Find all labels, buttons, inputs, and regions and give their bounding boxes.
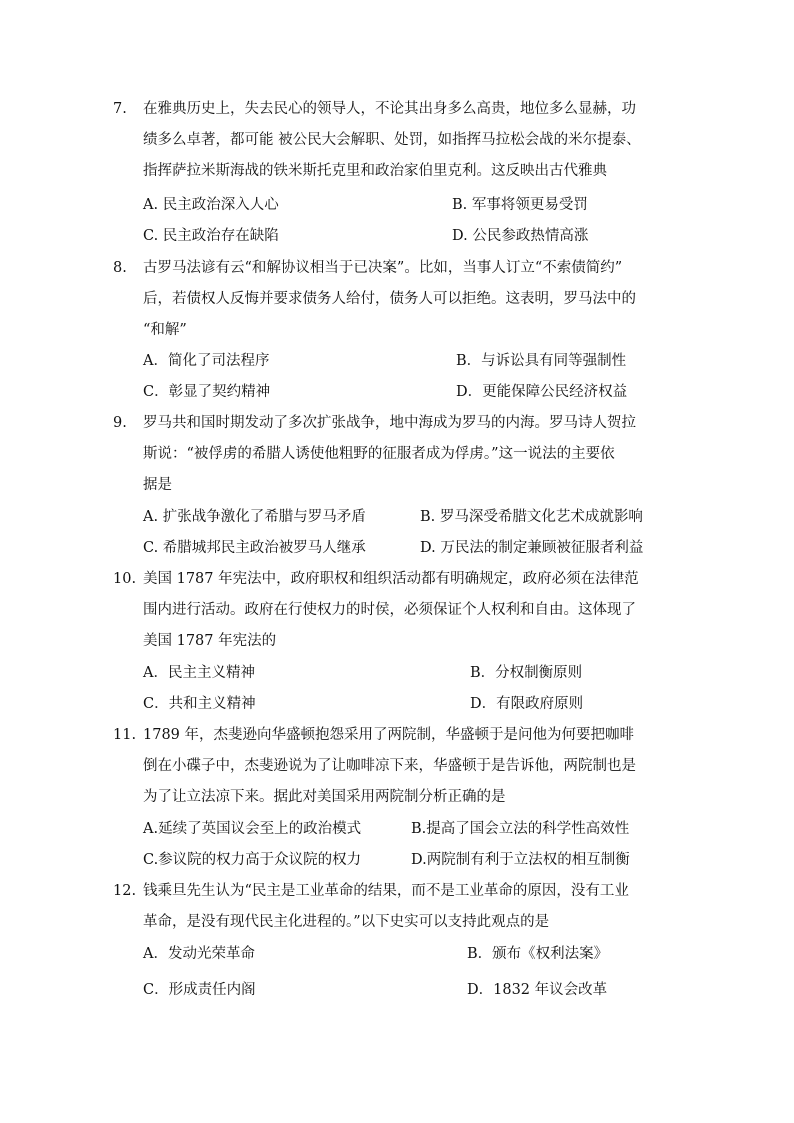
stem-line: 为了让立法凉下来。据此对美国采用两院制分析正确的是 [143, 789, 506, 805]
stem-line: 指挥萨拉米斯海战的铁米斯托克里和政治家伯里克利。这反映出古代雅典 [143, 163, 607, 179]
option-c: C.参议院的权力高于众议院的权力 [143, 852, 362, 868]
option-d: D.两院制有利于立法权的相互制衡 [411, 852, 630, 868]
stem-line: 美国 1787 年宪法中，政府职权和组织活动都有明确规定，政府必须在法律范 [143, 571, 639, 587]
option-b: B. 军事将领更易受罚 [452, 197, 588, 213]
option-d: D．1832 年议会改革 [467, 982, 608, 998]
question-number: 10. [113, 571, 137, 587]
question-number: 9. [113, 415, 127, 431]
option-b: B. 罗马深受希腊文化艺术成就影响 [420, 509, 643, 525]
question-number: 8. [113, 260, 127, 276]
question-number: 11. [113, 727, 137, 743]
option-a: A．民主主义精神 [143, 665, 255, 681]
question-stem [143, 564, 683, 657]
stem-line: 1789 年，杰斐逊向华盛顿抱怨采用了两院制，华盛顿于是问他为何要把咖啡 [143, 727, 635, 743]
stem-line: 古罗马法谚有云“和解协议相当于已决案”。比如，当事人订立“不索债简约” [143, 260, 623, 276]
stem-line: 斯说：“被俘虏的希腊人诱使他粗野的征服者成为俘虏。”这一说法的主要依 [143, 446, 615, 462]
option-a: A．发动光荣革命 [143, 946, 255, 962]
option-a: A．简化了司法程序 [143, 353, 270, 369]
question-stem [143, 408, 683, 501]
option-c: C．形成责任内阁 [143, 982, 256, 998]
question-number: 7. [113, 101, 127, 117]
option-d: D．更能保障公民经济权益 [456, 384, 628, 400]
option-c: C. 民主政治存在缺陷 [143, 228, 279, 244]
option-c: C．共和主义精神 [143, 696, 256, 712]
stem-line: 钱乘旦先生认为“民主是工业革命的结果，而不是工业革命的原因，没有工业 [143, 883, 629, 899]
option-a: A. 民主政治深入人心 [143, 197, 279, 213]
option-c: C．彰显了契约精神 [143, 384, 271, 400]
option-a: A. 扩张战争激化了希腊与罗马矛盾 [143, 509, 366, 525]
stem-line: “和解” [143, 322, 187, 338]
option-c: C. 希腊城邦民主政治被罗马人继承 [143, 540, 366, 556]
option-d: D．有限政府原则 [470, 696, 584, 712]
question-stem [143, 253, 683, 346]
stem-line: 美国 1787 年宪法的 [143, 633, 277, 649]
option-b: B．颁布《权利法案》 [467, 946, 609, 962]
stem-line: 围内进行活动。政府在行使权力的时侯，必须保证个人权利和自由。这体现了 [143, 602, 636, 618]
option-b: B.提高了国会立法的科学性高效性 [411, 821, 630, 837]
option-a: A.延续了英国议会至上的政治模式 [143, 821, 362, 837]
option-d: D. 公民参政热情高涨 [452, 228, 589, 244]
stem-line: 革命，是没有现代民主化进程的。”以下史实可以支持此观点的是 [143, 914, 550, 930]
question-stem [143, 94, 683, 187]
question-stem [143, 876, 683, 938]
stem-line: 后，若债权人反悔并要求债务人给付，债务人可以拒绝。这表明，罗马法中的 [143, 291, 636, 307]
stem-line: 倒在小碟子中，杰斐逊说为了让咖啡凉下来，华盛顿于是告诉他，两院制也是 [143, 758, 636, 774]
question-stem [143, 720, 683, 813]
option-d: D. 万民法的制定兼顾被征服者利益 [420, 540, 644, 556]
stem-line: 据是 [143, 477, 172, 493]
stem-line: 在雅典历史上，失去民心的领导人，不论其出身多么高贵，地位多么显赫，功 [143, 101, 636, 117]
question-number: 12. [113, 883, 137, 899]
stem-line: 罗马共和国时期发动了多次扩张战争，地中海成为罗马的内海。罗马诗人贺拉 [143, 415, 636, 431]
option-b: B．分权制衡原则 [470, 665, 583, 681]
option-b: B．与诉讼具有同等强制性 [456, 353, 627, 369]
stem-line: 绩多么卓著，都可能 被公民大会解职、处罚，如指挥马拉松会战的米尔提泰、 [143, 132, 641, 148]
